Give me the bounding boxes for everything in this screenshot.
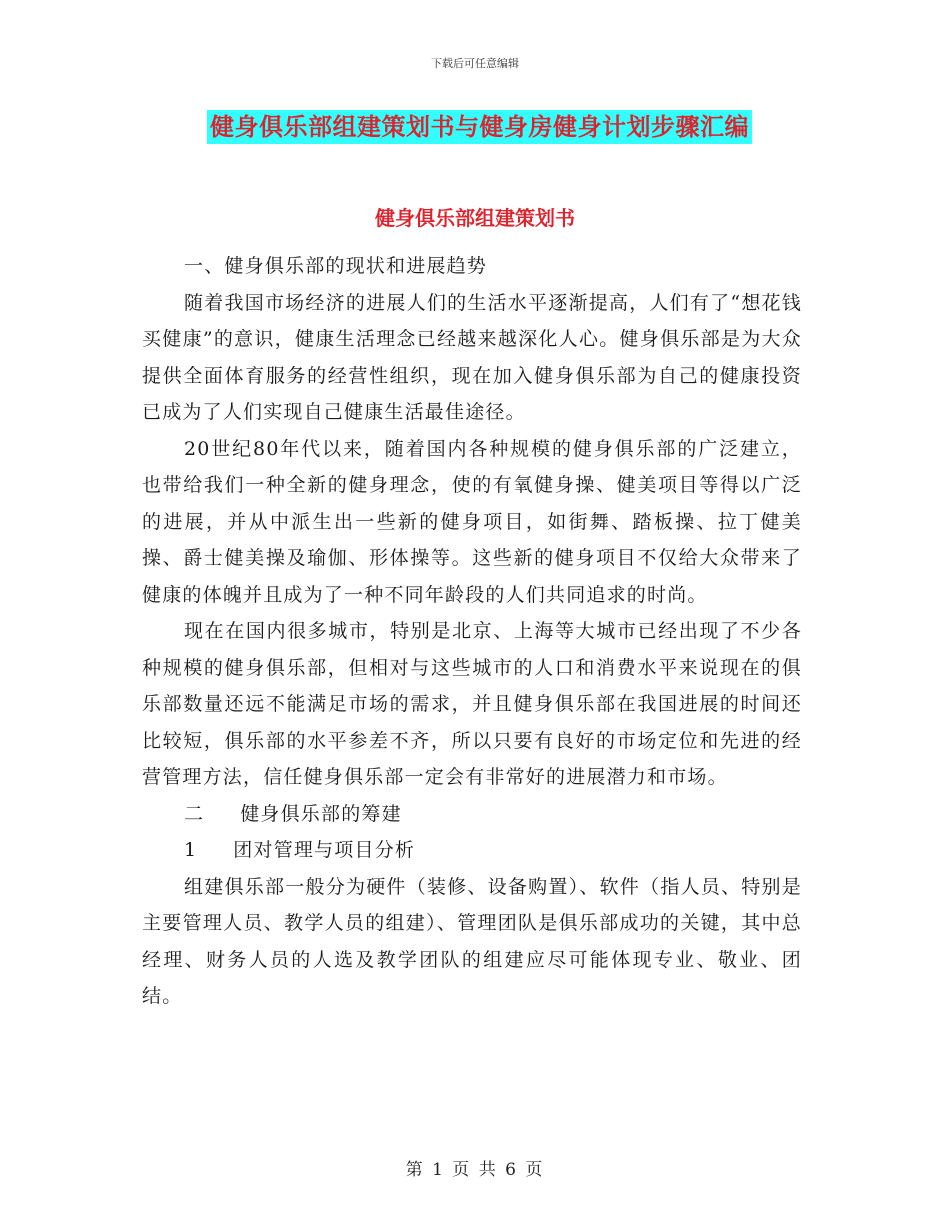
main-title: 健身俱乐部组建策划书与健身房健身计划步骤汇编	[207, 110, 752, 144]
document-body	[142, 248, 802, 1015]
section-2-number: 二	[184, 802, 205, 825]
section-1-heading: 一、健身俱乐部的现状和进展趋势	[184, 255, 488, 277]
paragraph: 随着我国市场经济的进展人们的生活水平逐渐提高，人们有了“想花钱买健康”的意识，健康生活理念已经越来越深化人心。健身俱乐部是为大众提供全面体育服务的经营性组织，现在加入健身俱乐部为自己的健康投资已成为了人们实现自己健康生活最佳途径。	[142, 291, 802, 423]
subsection-1-number: 1	[184, 839, 198, 861]
section-2-heading	[142, 796, 802, 833]
subsection-1-heading	[142, 832, 802, 869]
header-note: 下载后可任意编辑	[431, 57, 519, 70]
paragraph: 20世纪80年代以来，随着国内各种规模的健身俱乐部的广泛建立，也带给我们一种全新的健身理念，使的有氧健身操、健美项目等得以广泛的进展，并从中派生出一些新的健身项目，如街舞、踏板操、拉丁健美操、爵士健美操及瑜伽、形体操等。这些新的健身项目不仅给大众带来了健康的体魄并且成为了一种不同年龄段的人们共同追求的时尚。	[142, 437, 802, 606]
page-footer: 第 1 页 共 6 页	[405, 1160, 545, 1180]
sub-title: 健身俱乐部组建策划书	[375, 206, 575, 230]
subsection-1-title: 团对管理与项目分析	[233, 839, 416, 861]
paragraph: 组建俱乐部一般分为硬件（装修、设备购置）、软件（指人员、特别是主要管理人员、教学人员的组建）、管理团队是俱乐部成功的关键，其中总经理、财务人员的人选及教学团队的组建应尽可能体现专业、敬业、团结。	[142, 875, 802, 1007]
paragraph: 现在在国内很多城市，特别是北京、上海等大城市已经出现了不少各种规模的健身俱乐部，但相对与这些城市的人口和消费水平来说现在的俱乐部数量还远不能满足市场的需求，并且健身俱乐部在我国进展的时间还比较短，俱乐部的水平参差不齐，所以只要有良好的市场定位和先进的经营管理方法，信任健身俱乐部一定会有非常好的进展潜力和市场。	[142, 620, 802, 788]
section-2-title: 健身俱乐部的筹建	[240, 802, 402, 825]
